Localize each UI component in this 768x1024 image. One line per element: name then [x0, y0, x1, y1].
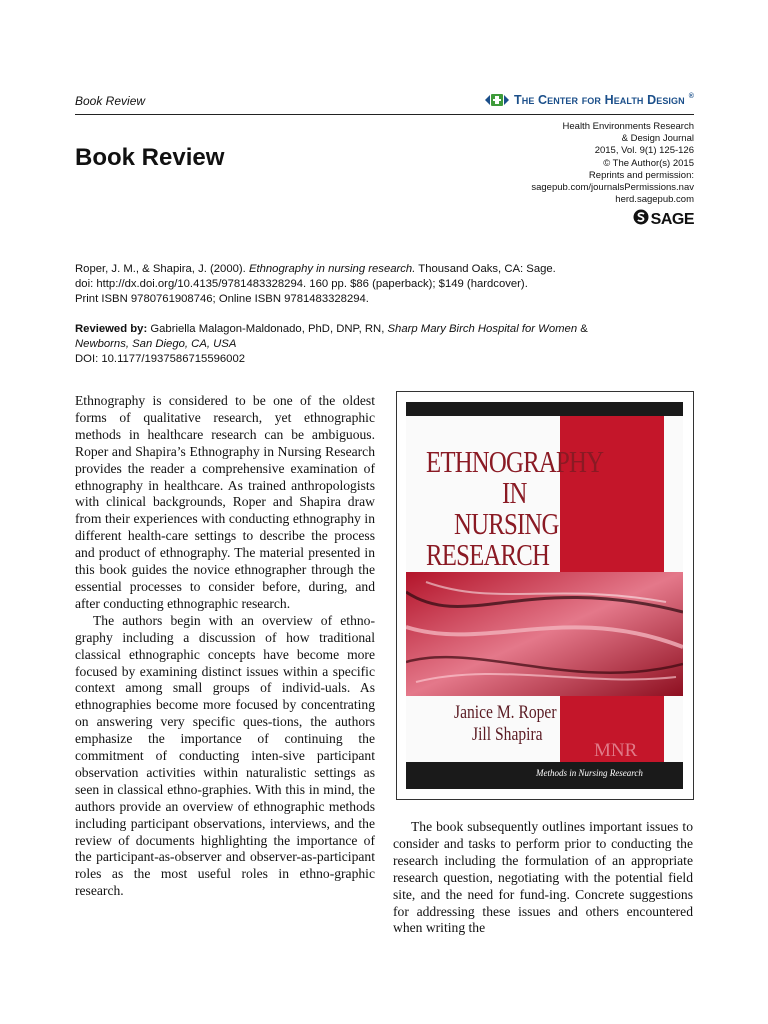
cover-title-line: NURSING	[454, 506, 559, 541]
cover-authors	[454, 702, 557, 746]
body-paragraph: The authors begin with an overview of ethno-graphy including a discussion of how traditional classical ethnographic concepts have become more focused by examining distinct issues within a specific context among small groups of individ-uals. As ethnographies become more focused by concentrating on answering very specific ques-tions, the authors emphasize the importance of continuing the commitment of conducting inten-sive participant observation activities within naturalistic settings as seen in classical ethno-graphies. With this in mind, the authors provide an overview of ethnographic methods including participant observations, interviews, and the review of documents highlighting the importance of the participant-as-observer and observer-as-participant roles as the most useful roles in ethno-graphic research.	[75, 612, 375, 899]
reviewer-info	[75, 322, 695, 367]
body-paragraph: The book subsequently outlines important issues to consider and tasks to perform prior to conducting the research including the formulation of an appropriate research question, negotiating with the potential field site, and the need for fund-ing. Concrete suggestions for addressing these issues and others encountered when writing the	[393, 819, 693, 936]
brand-logo	[484, 93, 694, 107]
journal-info	[531, 121, 694, 206]
journal-info-line: 2015, Vol. 9(1) 125-126	[594, 145, 694, 157]
cover-title	[426, 446, 603, 570]
reviewer-ampersand: &	[580, 323, 588, 335]
citation-doi: doi: http://dx.doi.org/10.4135/9781483328294. 160 pp. $86 (paperback); $149 (hardcover).	[75, 278, 528, 290]
center-for-health-design-logo-icon	[484, 93, 510, 107]
page-title: Book Review	[75, 144, 225, 171]
journal-info-line: Reprints and permission:	[588, 169, 694, 181]
journal-info-line: herd.sagepub.com	[615, 194, 694, 206]
cover-title-line: IN	[502, 475, 527, 510]
citation-publisher: Thousand Oaks, CA: Sage.	[418, 263, 556, 275]
sage-s-icon	[633, 209, 649, 230]
header-rule	[75, 114, 694, 115]
brand-trademark: ®	[688, 93, 694, 100]
cover-title-line: ETHNOGRAPHY	[426, 444, 604, 479]
reviewer-label: Reviewed by:	[75, 323, 148, 335]
cover-series-name: Methods in Nursing Research	[536, 768, 643, 778]
citation-isbn: Print ISBN 9780761908746; Online ISBN 9781483328294.	[75, 293, 369, 305]
reviewer-affiliation: Sharp Mary Birch Hospital for Women	[387, 323, 578, 335]
sage-wordmark: SAGE	[650, 210, 694, 228]
citation-book-title: Ethnography in nursing research.	[248, 263, 416, 275]
brand-name: The Center for Health Design	[513, 93, 685, 107]
citation-authors: Roper, J. M., & Shapira, J. (2000).	[75, 263, 246, 275]
body-paragraph: Ethnography is considered to be one of the oldest forms of qualitative research, yet ethnographic methods in healthcare research can be ambiguous. Roper and Shapira’s Ethnography in Nursing Research provides the reader a comprehensive examination of ethnography in healthcare. As trained anthropologists with clinical backgrounds, Roper and Shapira draw from their experiences with conducting ethnography in different health-care settings to describe the process and product of ethnography. The material presented in this book guides the novice ethnographer through the essential processes to consider before, during, and after conducting ethnographic research.	[75, 393, 375, 611]
body-column-left	[75, 393, 375, 900]
cover-series-abbr: MNR	[594, 740, 638, 761]
journal-info-line: © The Author(s) 2015	[603, 157, 694, 169]
body-column-right	[393, 819, 693, 937]
cover-author: Janice M. Roper	[454, 702, 557, 723]
book-citation	[75, 262, 695, 307]
reviewer-name: Gabriella Malagon-Maldonado, PhD, DNP, RN,	[150, 323, 385, 335]
cover-author: Jill Shapira	[472, 724, 543, 745]
reviewer-affiliation-location: Newborns, San Diego, CA, USA	[75, 338, 237, 350]
review-doi: DOI: 10.1177/1937586715596002	[75, 353, 246, 365]
book-cover-image	[406, 402, 683, 789]
sage-logo	[633, 209, 694, 230]
running-head: Book Review	[75, 94, 146, 108]
journal-info-line: & Design Journal	[621, 133, 694, 145]
journal-info-line: Health Environments Research	[562, 121, 694, 132]
cover-title-line: RESEARCH	[426, 537, 550, 572]
journal-info-line: sagepub.com/journalsPermissions.nav	[531, 182, 694, 194]
